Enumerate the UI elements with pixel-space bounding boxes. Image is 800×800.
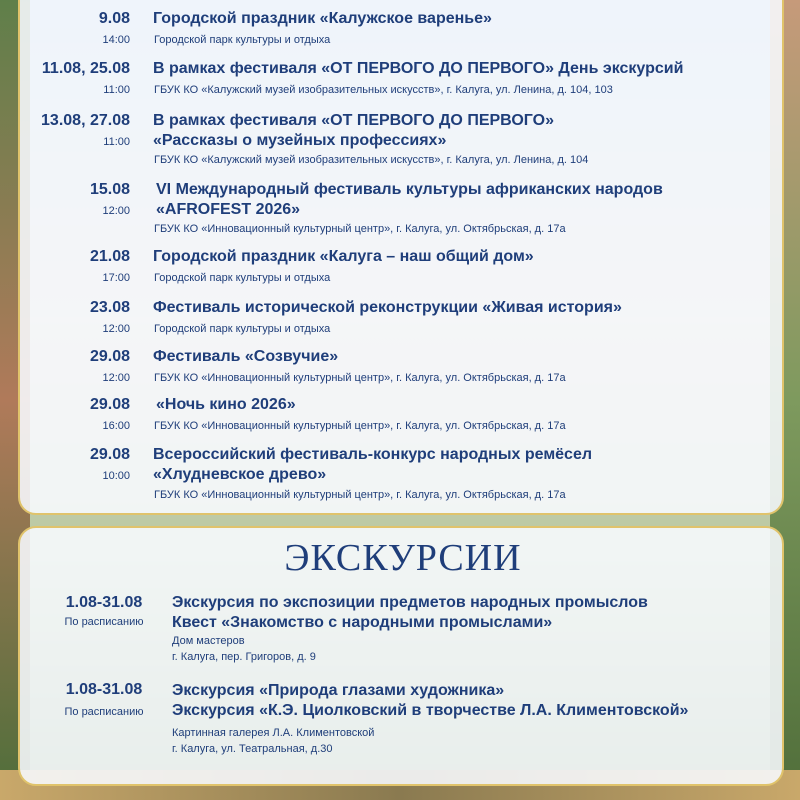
excursion-venue: Дом мастеров bbox=[172, 635, 245, 647]
event-title: Городской праздник «Калуга – наш общий дом» bbox=[153, 248, 534, 265]
event-time: 11:00 bbox=[103, 136, 130, 148]
excursion-title: Экскурсия по экспозиции предметов народных промыслов bbox=[172, 594, 648, 611]
excursion-title: Экскурсия «Природа глазами художника» bbox=[172, 682, 505, 699]
event-date: 15.08 bbox=[89, 181, 130, 198]
event-time: 12:00 bbox=[102, 323, 130, 335]
event-title-line2: «AFROFEST 2026» bbox=[156, 201, 301, 218]
event-time: 16:00 bbox=[102, 420, 130, 432]
event-place: Городской парк культуры и отдыха bbox=[154, 323, 331, 335]
event-title: «Ночь кино 2026» bbox=[156, 396, 296, 413]
event-date: 29.08 bbox=[89, 348, 130, 365]
event-date: 21.08 bbox=[89, 248, 130, 265]
event-place: ГБУК КО «Калужский музей изобразительных искусств», г. Калуга, ул. Ленина, д. 104 bbox=[154, 154, 589, 166]
event-title: VI Международный фестиваль культуры африканских народов bbox=[156, 181, 663, 198]
event-time: 14:00 bbox=[102, 34, 130, 46]
event-date: 23.08 bbox=[89, 299, 130, 316]
event-title: В рамках фестиваля «ОТ ПЕРВОГО ДО ПЕРВОГО» bbox=[153, 112, 554, 129]
event-title: В рамках фестиваля «ОТ ПЕРВОГО ДО ПЕРВОГО» День экскурсий bbox=[153, 60, 684, 77]
event-title: Фестиваль «Созвучие» bbox=[153, 348, 339, 365]
events-panel bbox=[18, 0, 784, 515]
event-time: 12:00 bbox=[102, 205, 130, 217]
event-place: Городской парк культуры и отдыха bbox=[154, 272, 331, 284]
event-place: ГБУК КО «Инновационный культурный центр», г. Калуга, ул. Октябрьская, д. 17а bbox=[154, 420, 566, 432]
event-date: 29.08 bbox=[89, 446, 130, 463]
event-place: ГБУК КО «Калужский музей изобразительных искусств», г. Калуга, ул. Ленина, д. 104, 103 bbox=[154, 84, 613, 96]
excursion-address: г. Калуга, ул. Театральная, д.30 bbox=[172, 743, 333, 755]
event-date: 9.08 bbox=[98, 10, 130, 27]
event-date: 13.08, 27.08 bbox=[41, 112, 130, 129]
event-title: Всероссийский фестиваль-конкурс народных ремёсел bbox=[153, 446, 593, 463]
excursion-title: Экскурсия «К.Э. Циолковский в творчестве Л.А. Климентовской» bbox=[172, 702, 689, 719]
event-title-line2: «Хлудневское древо» bbox=[153, 466, 327, 483]
event-title: Городской праздник «Калужское варенье» bbox=[153, 10, 492, 27]
event-title-line2: «Рассказы о музейных профессиях» bbox=[153, 132, 447, 149]
event-place: ГБУК КО «Инновационный культурный центр», г. Калуга, ул. Октябрьская, д. 17а bbox=[154, 372, 566, 384]
event-time: 11:00 bbox=[103, 84, 130, 96]
event-title: Фестиваль исторической реконструкции «Живая история» bbox=[153, 299, 622, 316]
event-time: 12:00 bbox=[102, 372, 130, 384]
section-heading: ЭКСКУРСИИ bbox=[284, 537, 522, 579]
event-time: 17:00 bbox=[102, 272, 130, 284]
excursion-title: Квест «Знакомство с народными промыслами» bbox=[172, 614, 553, 631]
excursion-address: г. Калуга, пер. Григоров, д. 9 bbox=[172, 651, 316, 663]
event-date: 29.08 bbox=[89, 396, 130, 413]
excursion-date: 1.08-31.08 bbox=[65, 594, 143, 611]
event-place: Городской парк культуры и отдыха bbox=[154, 34, 331, 46]
event-time: 10:00 bbox=[102, 470, 130, 482]
event-place: ГБУК КО «Инновационный культурный центр», г. Калуга, ул. Октябрьская, д. 17а bbox=[154, 223, 566, 235]
excursions-panel bbox=[18, 526, 784, 786]
event-place: ГБУК КО «Инновационный культурный центр», г. Калуга, ул. Октябрьская, д. 17а bbox=[154, 489, 566, 501]
event-date: 11.08, 25.08 bbox=[41, 60, 130, 77]
excursion-date: 1.08-31.08 bbox=[65, 681, 143, 698]
excursion-venue: Картинная галерея Л.А. Климентовской bbox=[172, 727, 375, 739]
excursion-schedule: По расписанию bbox=[64, 616, 144, 628]
excursion-schedule: По расписанию bbox=[64, 706, 144, 718]
